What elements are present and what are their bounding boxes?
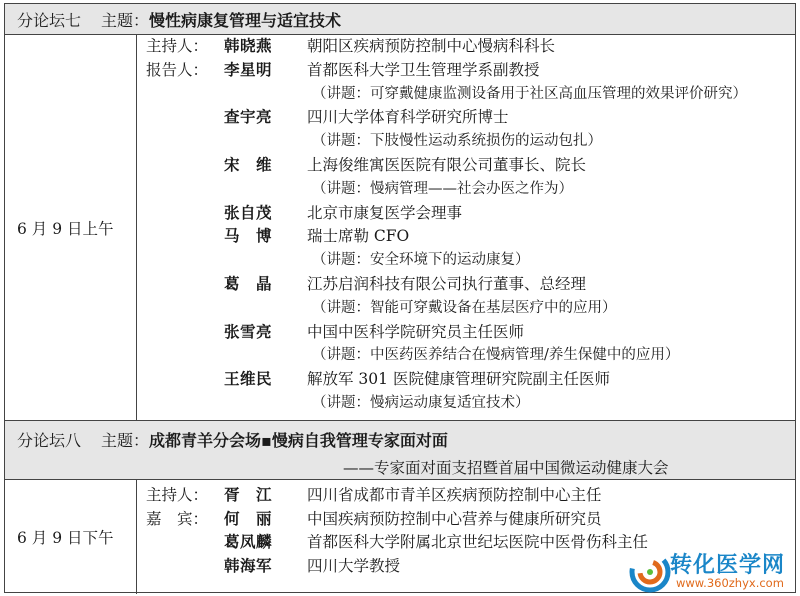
speaker-affiliation: 瑞士席勒 CFO [307, 227, 410, 246]
talk-title: （讲题：中医药医养结合在慢病管理/养生保健中的应用） [312, 347, 680, 364]
forum7-theme: 慢性病康复管理与适宜技术 [149, 11, 342, 30]
logo-swirl-icon [628, 550, 672, 594]
watermark-brand: 转化医学网 [670, 553, 786, 578]
speaker-name: 葛凤麟 [224, 532, 273, 551]
speaker-affiliation: 四川大学体育科学研究所博士 [307, 108, 509, 127]
forum8-date: 6 月 9 日下午 [17, 529, 114, 547]
speaker-affiliation: 首都医科大学卫生管理学系副教授 [307, 60, 540, 79]
forum8-title-line [17, 428, 448, 451]
role-label: 报告人： [146, 60, 209, 79]
talk-title: （讲题：慢病管理——社会办医之作为） [312, 180, 573, 197]
watermark-logo [628, 548, 800, 596]
forum8-date-cell [5, 480, 137, 594]
speaker-name: 胥 江 [224, 485, 273, 504]
forum8-header [5, 420, 795, 480]
speaker-name: 查宇亮 [224, 107, 273, 127]
forum7-date-cell [5, 35, 137, 420]
speaker-name: 张自茂 [224, 202, 273, 222]
talk-title: （讲题：下肢慢性运动系统损伤的运动包扎） [312, 133, 602, 150]
speaker-name: 王维民 [224, 369, 273, 389]
speaker-name: 李星明 [224, 59, 273, 79]
speaker-name: 何 丽 [224, 508, 273, 528]
forum8-subtitle: ——专家面对面支招暨首届中国微运动健康大会 [343, 459, 669, 477]
speaker-affiliation: 上海俊维寓医医院有限公司董事长、院长 [307, 156, 587, 174]
watermark-url: www.360zhyx.com [676, 576, 784, 590]
talk-title: （讲题：可穿戴健康监测设备用于社区高血压管理的效果评价研究） [312, 85, 747, 102]
forum7-theme-label: 主题： [101, 11, 150, 30]
talk-title: （讲题：智能可穿戴设备在基层医疗中的应用） [312, 299, 617, 316]
forum8-theme: 成都青羊分会场▪慢病自我管理专家面对面 [149, 431, 448, 450]
speaker-name: 葛 晶 [224, 274, 273, 293]
role-label: 嘉 宾： [146, 509, 209, 528]
forum8-name: 分论坛八 [17, 431, 82, 450]
speaker-affiliation: 北京市康复医学会理事 [307, 203, 463, 222]
speaker-affiliation: 四川省成都市青羊区疾病预防控制中心主任 [307, 486, 602, 504]
speaker-affiliation: 中国中医科学院研究员主任医师 [307, 322, 525, 341]
forum8-theme-label: 主题： [101, 431, 150, 450]
forum7-date: 6 月 9 日上午 [17, 220, 114, 238]
speaker-name: 马 博 [224, 226, 273, 246]
speaker-affiliation: 解放军 301 医院健康管理研究院副主任医师 [307, 370, 610, 389]
speaker-name: 张雪亮 [224, 321, 273, 341]
speaker-affiliation: 四川大学教授 [307, 556, 401, 575]
talk-title: （讲题：安全环境下的运动康复） [312, 252, 530, 269]
forum7-title-line [17, 8, 341, 31]
role-label: 主持人： [146, 37, 209, 55]
speaker-affiliation: 江苏启润科技有限公司执行董事、总经理 [307, 275, 587, 293]
speaker-name: 韩晓燕 [224, 36, 273, 55]
speaker-name: 韩海军 [224, 555, 273, 575]
speaker-name: 宋 维 [224, 155, 273, 174]
speaker-affiliation: 中国疾病预防控制中心营养与健康所研究员 [307, 509, 602, 528]
talk-title: （讲题：慢病运动康复适宜技术） [312, 395, 530, 411]
role-label: 主持人： [146, 486, 209, 504]
forum7-header [5, 4, 795, 35]
speaker-affiliation: 朝阳区疾病预防控制中心慢病科科长 [307, 37, 556, 55]
speaker-affiliation: 首都医科大学附属北京世纪坛医院中医骨伤科主任 [307, 533, 649, 551]
forum7-name: 分论坛七 [17, 11, 82, 30]
